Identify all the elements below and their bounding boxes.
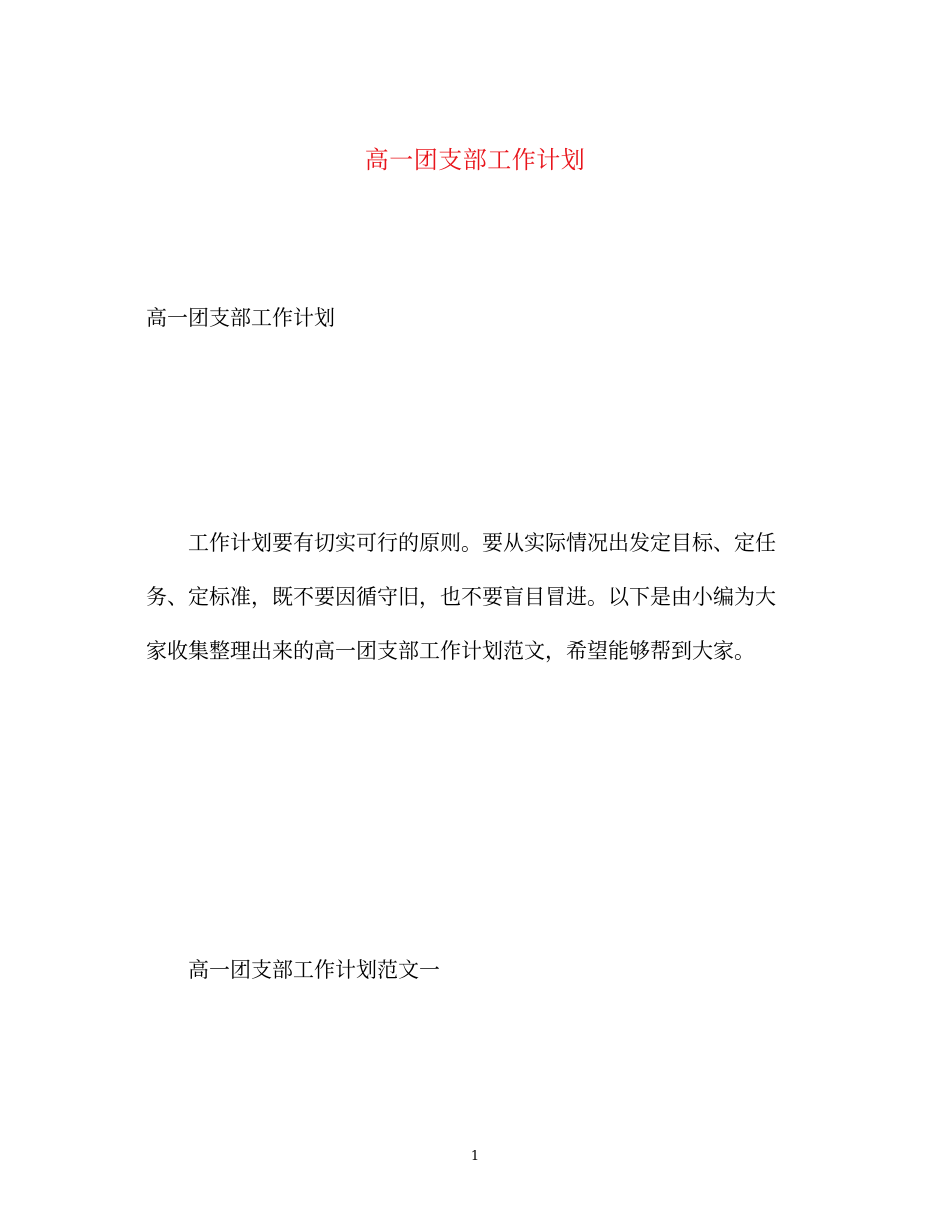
section-heading: 高一团支部工作计划范文一 <box>188 958 440 982</box>
document-title: 高一团支部工作计划 <box>364 146 586 174</box>
intro-line: 家收集整理出来的高一团支部工作计划范文，希望能够帮到大家。 <box>146 639 755 663</box>
page-number: 1 <box>470 1149 480 1164</box>
intro-line: 务、定标准，既不要因循守旧，也不要盲目冒进。以下是由小编为大 <box>146 585 776 609</box>
intro-paragraph <box>146 516 806 678</box>
document-subtitle: 高一团支部工作计划 <box>146 306 335 330</box>
intro-line: 工作计划要有切实可行的原则。要从实际情况出发定目标、定任 <box>188 531 776 555</box>
